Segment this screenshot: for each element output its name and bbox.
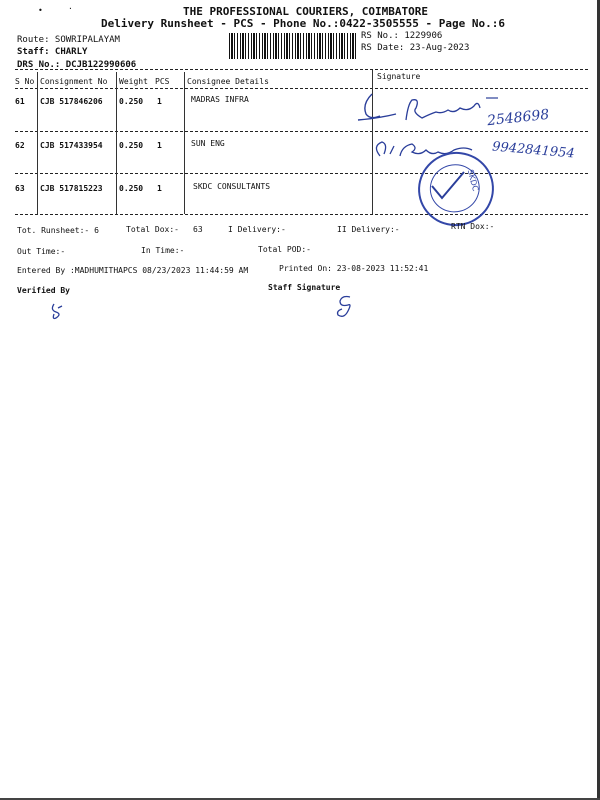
row-weight: 0.250	[119, 97, 144, 106]
rs-number: RS No.: 1229906	[361, 31, 443, 41]
verifier-initials	[46, 300, 70, 322]
route-label: Route: SOWRIPALAYAM	[17, 35, 120, 45]
col-header-signature: Signature	[377, 72, 421, 81]
row-sno: 62	[15, 141, 25, 150]
rtn-dox: RTN Dox:-	[451, 222, 495, 231]
table-bottom-rule	[15, 214, 588, 215]
col-header-pcs: PCS	[155, 77, 170, 86]
i-delivery: I Delivery:-	[228, 225, 286, 234]
row-consignee: SKDC CONSULTANTS	[193, 182, 271, 191]
handwritten-signature-1	[350, 84, 600, 134]
handwritten-phone-1: 2548698	[486, 106, 551, 130]
row-consignee: SUN ENG	[191, 139, 225, 148]
staff-signature-label: Staff Signature	[268, 283, 341, 292]
ii-delivery: II Delivery:-	[337, 225, 400, 234]
row-rule	[15, 173, 588, 174]
in-time: In Time:-	[141, 246, 185, 255]
handwritten-phone-2: 9942841954	[491, 139, 576, 162]
staff-label: Staff: CHARLY	[17, 47, 88, 57]
entered-by: Entered By :MADHUMITHAPCS 08/23/2023 11:44:59 AM	[17, 266, 249, 275]
barcode	[229, 33, 356, 59]
scan-speck: ·	[68, 4, 73, 13]
scan-speck: •	[38, 6, 43, 15]
row-pcs: 1	[157, 184, 162, 193]
row-weight: 0.250	[119, 141, 144, 150]
row-consignee: MADRAS INFRA	[191, 95, 249, 104]
out-time: Out Time:-	[17, 247, 66, 256]
runsheet-subtitle: Delivery Runsheet - PCS - Phone No.:0422-3505555 - Page No.:6	[101, 17, 505, 30]
stamp-text: SKDC	[465, 168, 481, 193]
row-consignment: CJB 517433954	[40, 141, 103, 150]
row-pcs: 1	[157, 97, 162, 106]
col-divider	[116, 72, 117, 214]
col-header-consignment: Consignment No	[40, 77, 108, 86]
col-header-sno: S No	[15, 77, 35, 86]
total-dox-label: Total Dox:-	[126, 225, 179, 234]
row-sno: 61	[15, 97, 25, 106]
printed-on: Printed On: 23-08-2023 11:52:41	[279, 264, 429, 273]
row-consignment: CJB 517846206	[40, 97, 103, 106]
col-header-consignee: Consignee Details	[187, 77, 269, 86]
total-dox-value: 63	[193, 225, 203, 234]
col-divider	[184, 72, 185, 214]
table-top-rule	[15, 69, 588, 70]
drs-number: DRS No.: DCJB122990606	[17, 60, 137, 70]
row-sno: 63	[15, 184, 25, 193]
verified-by-label: Verified By	[17, 286, 70, 295]
rs-date: RS Date: 23-Aug-2023	[361, 43, 470, 53]
total-pod: Total POD:-	[258, 245, 311, 254]
col-divider	[37, 72, 38, 214]
tot-runsheet: Tot. Runsheet:- 6	[17, 226, 99, 235]
row-consignment: CJB 517815223	[40, 184, 103, 193]
staff-initials	[330, 291, 358, 321]
row-weight: 0.250	[119, 184, 144, 193]
col-header-weight: Weight	[119, 77, 148, 86]
row-pcs: 1	[157, 141, 162, 150]
company-title: THE PROFESSIONAL COURIERS, COIMBATORE	[183, 5, 429, 18]
stamp-tick-mark	[428, 168, 468, 204]
